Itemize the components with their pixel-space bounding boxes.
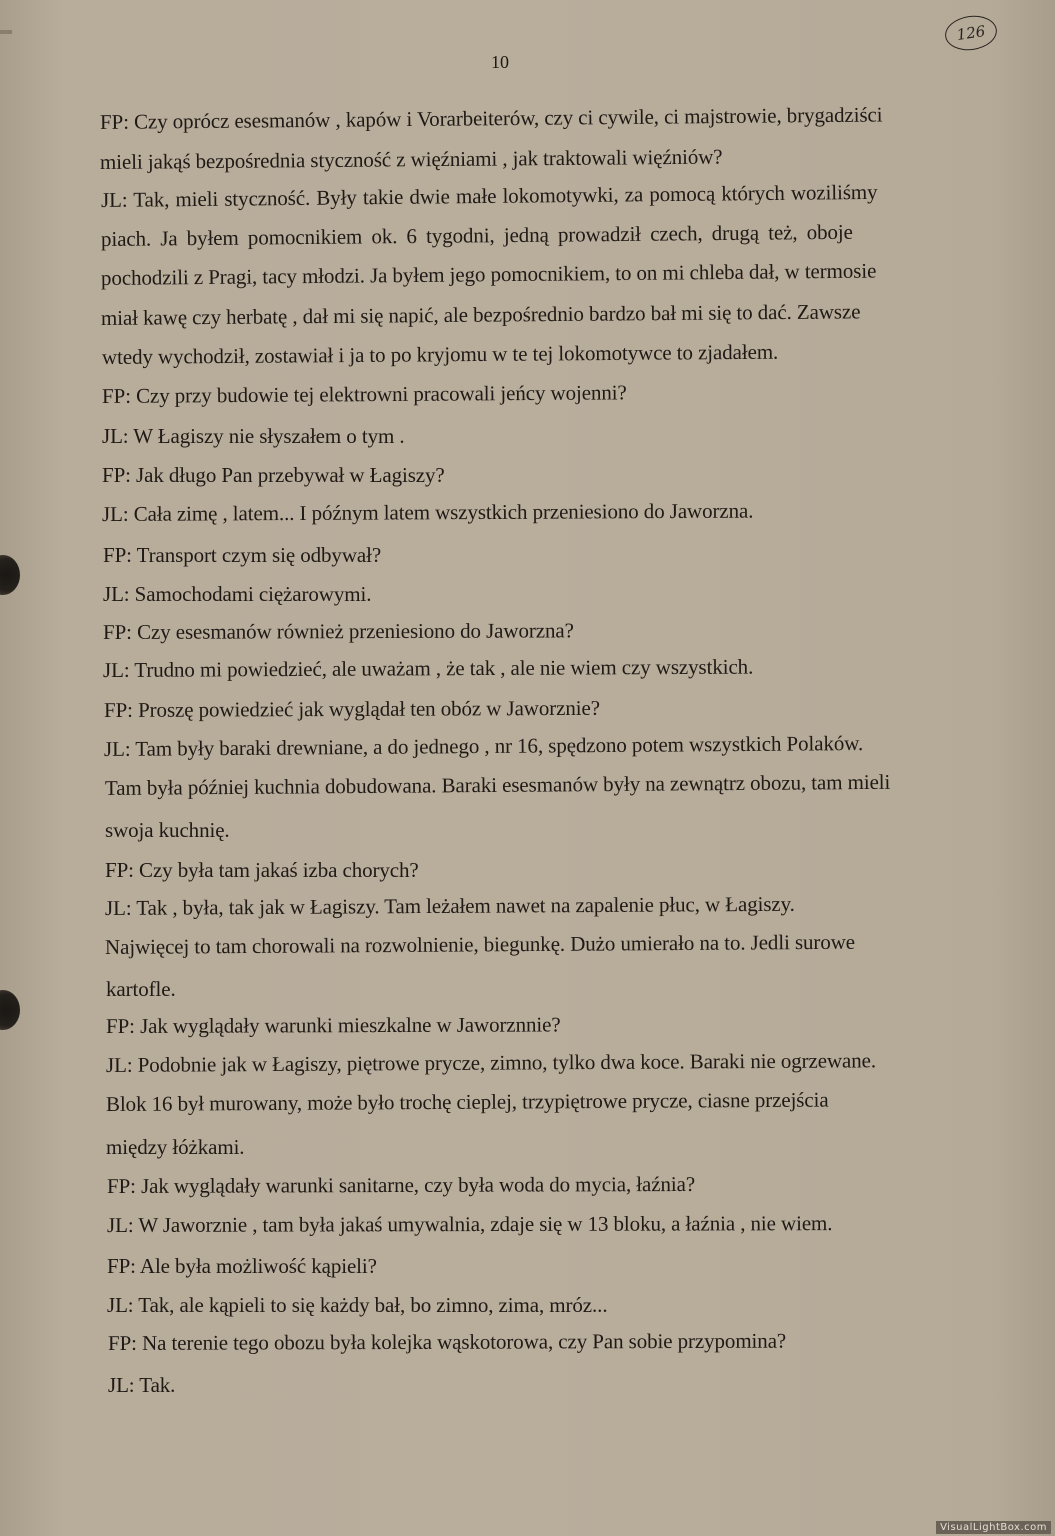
transcript-line: FP: Jak długo Pan przebywał w Łagiszy? xyxy=(102,463,445,487)
transcript-line: Najwięcej to tam chorowali na rozwolnienie, biegunkę. Dużo umierało na to. Jedli surowe xyxy=(104,929,856,959)
transcript-line: wtedy wychodził, zostawiał i ja to po kryjomu w te tej lokomotywce to zjadałem. xyxy=(101,339,779,369)
transcript-line: JL: Tak, ale kąpieli to się każdy bał, bo zimno, zima, mróz... xyxy=(107,1293,608,1317)
transcript-line: swoja kuchnię. xyxy=(105,818,230,842)
transcript-line: FP: Jak wyglądały warunki mieszkalne w Jaworznnie? xyxy=(105,1012,561,1038)
transcript-line: piach. Ja byłem pomocnikiem ok. 6 tygodni, jedną prowadził czech, drugą też, oboje xyxy=(100,219,853,251)
transcript-line: FP: Na terenie tego obozu była kolejka wąskotorowa, czy Pan sobie przypomina? xyxy=(107,1328,787,1355)
transcript-line: FP: Czy przy budowie tej elektrowni pracowali jeńcy wojenni? xyxy=(101,380,627,408)
page-number: 10 xyxy=(491,52,509,72)
transcript-line: FP: Czy była tam jakaś izba chorych? xyxy=(105,858,419,882)
transcript-line: mieli jakąś bezpośrednia styczność z więźniami , jak traktowali więźniów? xyxy=(99,144,723,174)
transcript-line: miał kawę czy herbatę , dał mi się napić, ale bezpośrednio bardzo bał mi się to dać. Zawsze xyxy=(100,299,861,330)
transcript-line: JL: Cała zimę , latem... I późnym latem wszystkich przeniesiono do Jaworzna. xyxy=(101,498,754,526)
transcript-line: JL: Tak , była, tak jak w Łagiszy. Tam leżałem nawet na zapalenie płuc, w Łagiszy. xyxy=(104,891,795,920)
transcript-line: JL: Tak, mieli styczność. Były takie dwie małe lokomotywki, za pomocą których woziliśmy xyxy=(100,179,878,212)
transcript-line: JL: Trudno mi powiedzieć, ale uważam , że tak , ale nie wiem czy wszystkich. xyxy=(102,654,754,682)
archive-number-stamp: 126 xyxy=(943,13,999,54)
transcript-line: JL: Podobnie jak w Łagiszy, piętrowe prycze, zimno, tylko dwa koce. Baraki nie ogrzewane. xyxy=(105,1048,877,1077)
transcript-line: FP: Jak wyglądały warunki sanitarne, czy była woda do mycia, łaźnia? xyxy=(106,1171,696,1198)
transcript-line: pochodzili z Pragi, tacy młodzi. Ja byłem jego pomocnikiem, to on mi chleba dał, w termosie xyxy=(100,258,877,290)
transcript-line: FP: Ale była możliwość kąpieli? xyxy=(107,1254,377,1278)
transcript-line: JL: Tak. xyxy=(108,1373,176,1397)
transcript-line: JL: W Jaworznie , tam była jakaś umywalnia, zdaje się w 13 bloku, a łaźnia , nie wiem. xyxy=(106,1211,833,1237)
transcript-line: Blok 16 był murowany, może było trochę cieplej, trzypiętrowe prycze, ciasne przejścia xyxy=(105,1087,829,1116)
transcript-line: JL: Tam były baraki drewniane, a do jednego , nr 16, spędzono potem wszystkich Polaków. xyxy=(103,731,864,761)
transcript-line: JL: Samochodami ciężarowymi. xyxy=(103,582,372,606)
transcript-line: JL: W Łagiszy nie słyszałem o tym . xyxy=(102,424,405,448)
watermark[interactable]: VisualLightBox.com xyxy=(936,1521,1051,1534)
transcript-line: FP: Czy oprócz esesmanów , kapów i Vorarbeiterów, czy ci cywile, ci majstrowie, brygadziści xyxy=(99,102,883,134)
transcript-line: kartofle. xyxy=(106,977,176,1001)
transcript-line: FP: Transport czym się odbywał? xyxy=(103,543,382,567)
transcript-line: FP: Czy esesmanów również przeniesiono do Jaworzna? xyxy=(102,618,574,644)
transcript-line: FP: Proszę powiedzieć jak wyglądał ten obóz w Jaworznie? xyxy=(103,695,600,722)
transcript-line: między łóżkami. xyxy=(106,1135,245,1159)
transcript-line: Tam była później kuchnia dobudowana. Baraki esesmanów były na zewnątrz obozu, tam mieli xyxy=(104,769,891,800)
